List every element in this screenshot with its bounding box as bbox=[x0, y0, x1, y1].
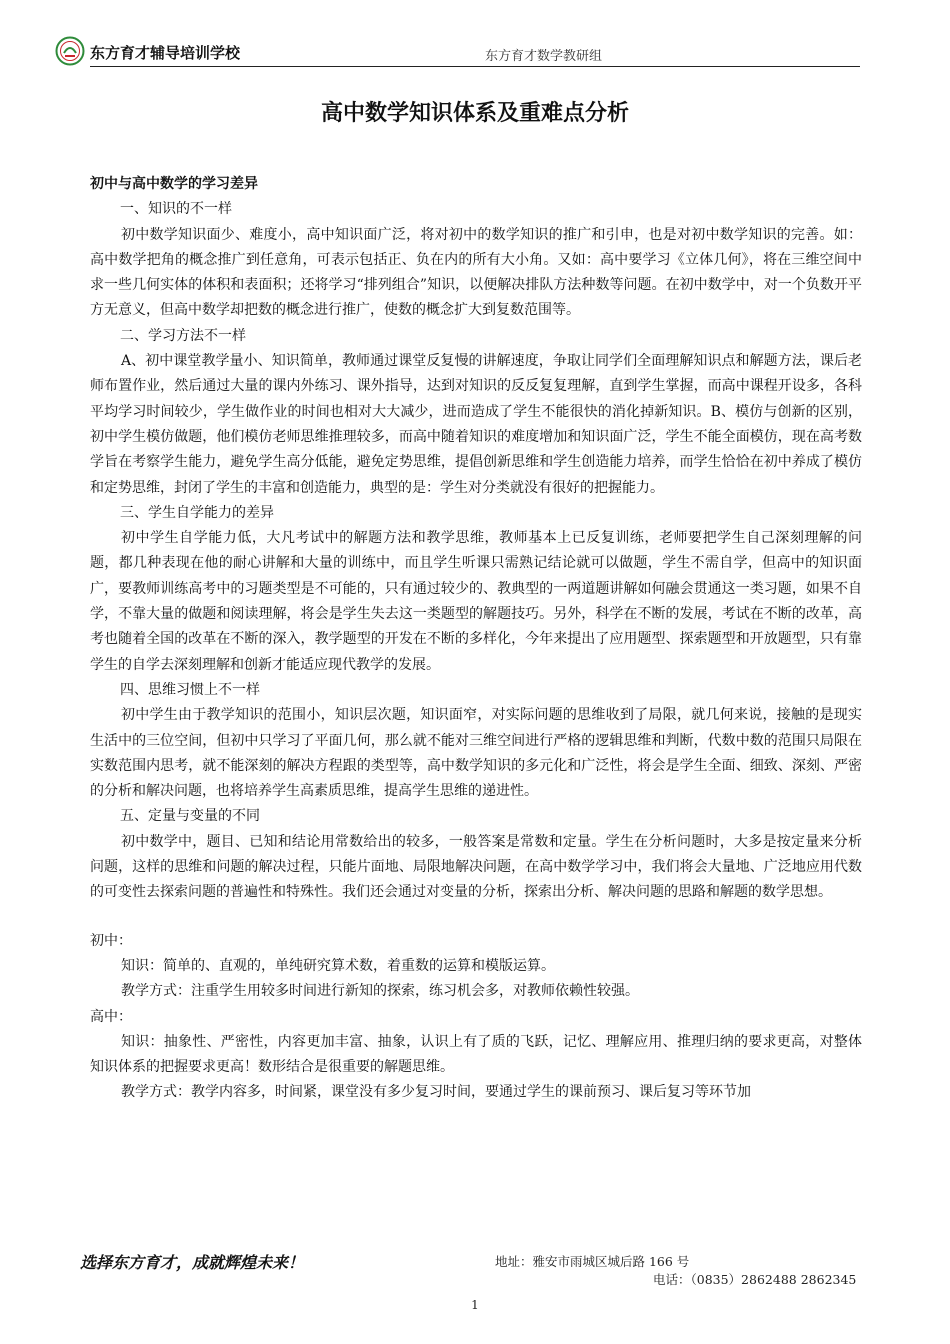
junior-label: 初中： bbox=[90, 932, 132, 949]
part-heading: 二、学习方法不一样 bbox=[120, 327, 246, 344]
senior-method: 教学方式：教学内容多，时间紧，课堂没有多少复习时间，要通过学生的课前预习、课后复习等环节加 bbox=[121, 1084, 751, 1101]
group-name: 东方育才数学教研组 bbox=[485, 49, 603, 64]
section-title: 初中与高中数学的学习差异 bbox=[90, 176, 258, 192]
footer-slogan: 选择东方育才，成就辉煌未来！ bbox=[80, 1253, 305, 1272]
senior-knowledge: 知识：抽象性、严密性，内容更加丰富、抽象，认识上有了质的飞跃，记忆、理解应用、推理归纳的要求更高，对整体知识体系的把握要求更高！数形结合是很重要的解题思维。 bbox=[90, 1033, 862, 1076]
paragraph: 初中数学中，题目、已知和结论用常数给出的较多，一般答案是常数和定量。学生在分析问题时，大多是按定量来分析问题，这样的思维和问题的解决过程，只能片面地、局限地解决问题，在高中数学学习中，我们将会大量地、广泛地应用代数的可变性去探索问题的普遍性和特殊性。我们还会通过对变量的分析，探索出分析、解决问题的思路和解题的数学思想。 bbox=[90, 833, 862, 901]
footer-address: 地址：雅安市雨城区城后路 166 号 bbox=[495, 1254, 690, 1269]
spacer bbox=[90, 906, 862, 929]
footer-phone: 电话：（0835）2862488 2862345 bbox=[653, 1272, 857, 1287]
page-number: 1 bbox=[471, 1298, 479, 1312]
page-header bbox=[90, 36, 860, 67]
school-name: 东方育才辅导培训学校 bbox=[90, 44, 241, 62]
senior-label: 高中： bbox=[90, 1008, 132, 1025]
junior-knowledge: 知识：简单的、直观的，单纯研究算术数，着重数的运算和模版运算。 bbox=[121, 957, 555, 974]
part-heading: 四、思维习惯上不一样 bbox=[120, 681, 260, 698]
document-title: 高中数学知识体系及重难点分析 bbox=[320, 101, 629, 126]
part-heading: 三、学生自学能力的差异 bbox=[120, 504, 274, 521]
part-heading: 五、定量与变量的不同 bbox=[120, 808, 260, 825]
school-seal-logo-icon bbox=[55, 36, 85, 66]
document-body bbox=[90, 172, 862, 1106]
part-heading: 一、知识的不一样 bbox=[120, 201, 232, 218]
paragraph: A、初中课堂教学量小、知识简单，教师通过课堂反复慢的讲解速度，争取让同学们全面理解知识点和解题方法，课后老师布置作业，然后通过大量的课内外练习、课外指导，达到对知识的反反复复理解，直到学生掌握，而高中课程开设多，各科平均学习时间较少，学生做作业的时间也相对大大减少，进而造成了学生不能很快的消化掉新知识。B、模仿与创新的区别，初中学生模仿做题，他们模仿老师思维推理较多，而高中随着知识的难度增加和知识面广泛，学生不能全面模仿，现在高考数学旨在考察学生能力，避免学生高分低能，避免定势思维，提倡创新思维和学生创造能力培养，而学生恰恰在初中养成了模仿和定势思维，封闭了学生的丰富和创造能力，典型的是：学生对分类就没有很好的把握能力。 bbox=[90, 353, 862, 496]
paragraph: 初中数学知识面少、难度小，高中知识面广泛，将对初中的数学知识的推广和引申，也是对初中数学知识的完善。如：高中数学把角的概念推广到任意角，可表示包括正、负在内的所有大小角。又如：高中要学习《立体几何》，将在三维空间中求一些几何实体的体积和表面积；还将学习“排列组合”知识，以便解决排队方法种数等问题。在初中数学中，对一个负数开平方无意义，但高中数学却把数的概念进行推广，使数的概念扩大到复数范围等。 bbox=[90, 226, 862, 319]
paragraph: 初中学生自学能力低，大凡考试中的解题方法和教学思维，教师基本上已反复训练，老师要把学生自己深刻理解的问题，都几种表现在他的耐心讲解和大量的训练中，而且学生听课只需熟记结论就可以做题，学生不需自学，但高中的知识面广，要教师训练高考中的习题类型是不可能的，只有通过较少的、教典型的一两道题讲解如何融会贯通这一类习题，如果不自学，不靠大量的做题和阅读理解，将会是学生失去这一类题型的解题技巧。另外，科学在不断的发展，考试在不断的改革，高考也随着全国的改革在不断的深入，教学题型的开发在不断的多样化，今年来提出了应用题型、探索题型和开放题型，只有靠学生的自学去深刻理解和创新才能适应现代教学的发展。 bbox=[90, 530, 862, 673]
paragraph: 初中学生由于教学知识的范围小，知识层次题，知识面窄，对实际问题的思维收到了局限，就几何来说，接触的是现实生活中的三位空间，但初中只学习了平面几何，那么就不能对三维空间进行严格的逻辑思维和判断，代数中数的范围只局限在实数范围内思考，就不能深刻的解决方程跟的类型等，高中数学知识的多元化和广泛性，将会是学生全面、细致、深刻、严密的分析和解决问题，也将培养学生高素质思维，提高学生思维的递进性。 bbox=[90, 707, 862, 800]
junior-method: 教学方式：注重学生用较多时间进行新知的探索，练习机会多，对教师依赖性较强。 bbox=[121, 983, 639, 1000]
